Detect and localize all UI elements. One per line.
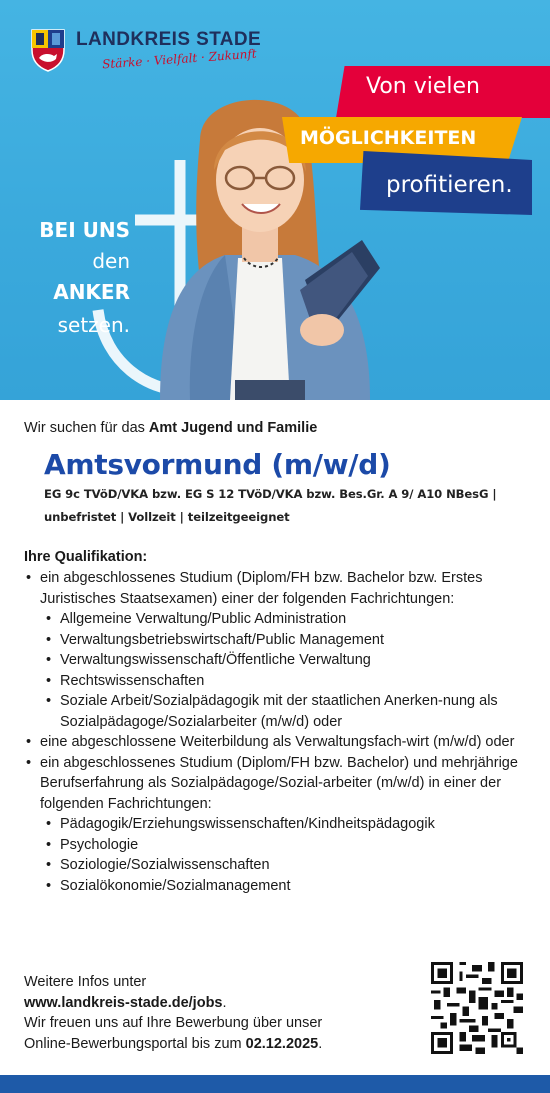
job-title: Amtsvormund (m/w/d) xyxy=(44,448,391,481)
qualification-list xyxy=(24,568,529,896)
field-item: • Sozialökonomie/Sozialmanagement xyxy=(44,876,529,897)
contact-info xyxy=(24,972,404,1054)
qualification-item-text: ein abgeschlossenes Studium (Diplom/FH bzw. Bachelor bzw. Erstes Juristisches Staatsexamen) einer der folgenden Fachrichtungen: xyxy=(40,570,483,607)
deadline-line xyxy=(24,1034,404,1055)
field-item: • Rechtswissenschaften xyxy=(44,671,529,692)
application-line: Wir freuen uns auf Ihre Bewerbung über unser xyxy=(24,1015,323,1031)
job-posting-content xyxy=(24,420,529,896)
pay-grade xyxy=(44,483,529,529)
deadline-date: 02.12.2025 xyxy=(245,1035,319,1052)
url-suffix: . xyxy=(222,994,227,1011)
field-item: • Pädagogik/Erziehungswissenschaften/Kindheitspädagogik xyxy=(44,814,529,835)
intro-text xyxy=(24,420,529,436)
deadline-prefix: Online-Bewerbungsportal bis zum xyxy=(24,1035,246,1052)
hero-banner xyxy=(0,0,550,400)
pay-grade-line-1: EG 9c TVöD/VKA bzw. EG S 12 TVöD/VKA bzw. Bes.Gr. A 9/ A10 NBesG | xyxy=(44,487,497,501)
deadline-suffix: . xyxy=(318,1035,323,1052)
field-list xyxy=(44,814,529,896)
field-item: • Verwaltungswissenschaft/Öffentliche Verwaltung xyxy=(44,650,529,671)
field-list xyxy=(44,609,529,732)
brand-name: LANDKREIS STADE xyxy=(76,29,262,50)
info-line: Weitere Infos unter xyxy=(24,974,147,990)
employment-terms: unbefristet | Vollzeit | teilzeitgeeignet xyxy=(44,510,290,524)
qualification-item: • eine abgeschlossene Weiterbildung als Verwaltungsfach-wirt (m/w/d) oder xyxy=(24,732,529,753)
qualification-item xyxy=(24,753,529,897)
landkreis-stade-logo[interactable] xyxy=(30,28,290,76)
intro-prefix: Wir suchen für das xyxy=(24,420,149,436)
qualification-item-text: ein abgeschlossenes Studium (Diplom/FH bzw. Bachelor) und mehrjährige Berufserfahrung als Sozialpädagoge/Sozial-arbeiter (m/w/d) in einer der folgenden Fachrichtungen: xyxy=(40,754,518,812)
field-item: • Verwaltungsbetriebswirtschaft/Public Management xyxy=(44,630,529,651)
banner-text-2: MÖGLICHKEITEN xyxy=(300,127,477,149)
banner-text-1: Von vielen xyxy=(366,74,480,99)
coat-of-arms-icon xyxy=(30,28,66,72)
field-item: • Soziologie/Sozialwissenschaften xyxy=(44,855,529,876)
slogan-line-2: den xyxy=(92,249,130,273)
qr-code-icon[interactable] xyxy=(431,962,523,1054)
field-item: • Allgemeine Verwaltung/Public Administration xyxy=(44,609,529,630)
slogan-line-1: BEI UNS xyxy=(39,218,130,242)
field-item: • Psychologie xyxy=(44,835,529,856)
jobs-link[interactable]: www.landkreis-stade.de/jobs xyxy=(24,994,223,1011)
slogan-line-3: ANKER xyxy=(53,280,130,304)
department-name: Amt Jugend und Familie xyxy=(148,420,318,436)
banner-text-3: profitieren. xyxy=(386,172,513,198)
brand-claim: Stärke · Vielfalt · Zukunft xyxy=(101,46,258,72)
slogan-line-4: setzen. xyxy=(57,313,130,337)
qualification-item xyxy=(24,568,529,732)
bottom-bar xyxy=(0,1075,550,1093)
qualification-heading: Ihre Qualifikation: xyxy=(24,549,148,565)
jobs-url-line xyxy=(24,993,404,1014)
field-item: • Soziale Arbeit/Sozialpädagogik mit der staatlichen Anerken-nung als Sozialpädagoge/Sozialarbeiter (m/w/d) oder xyxy=(44,691,529,732)
